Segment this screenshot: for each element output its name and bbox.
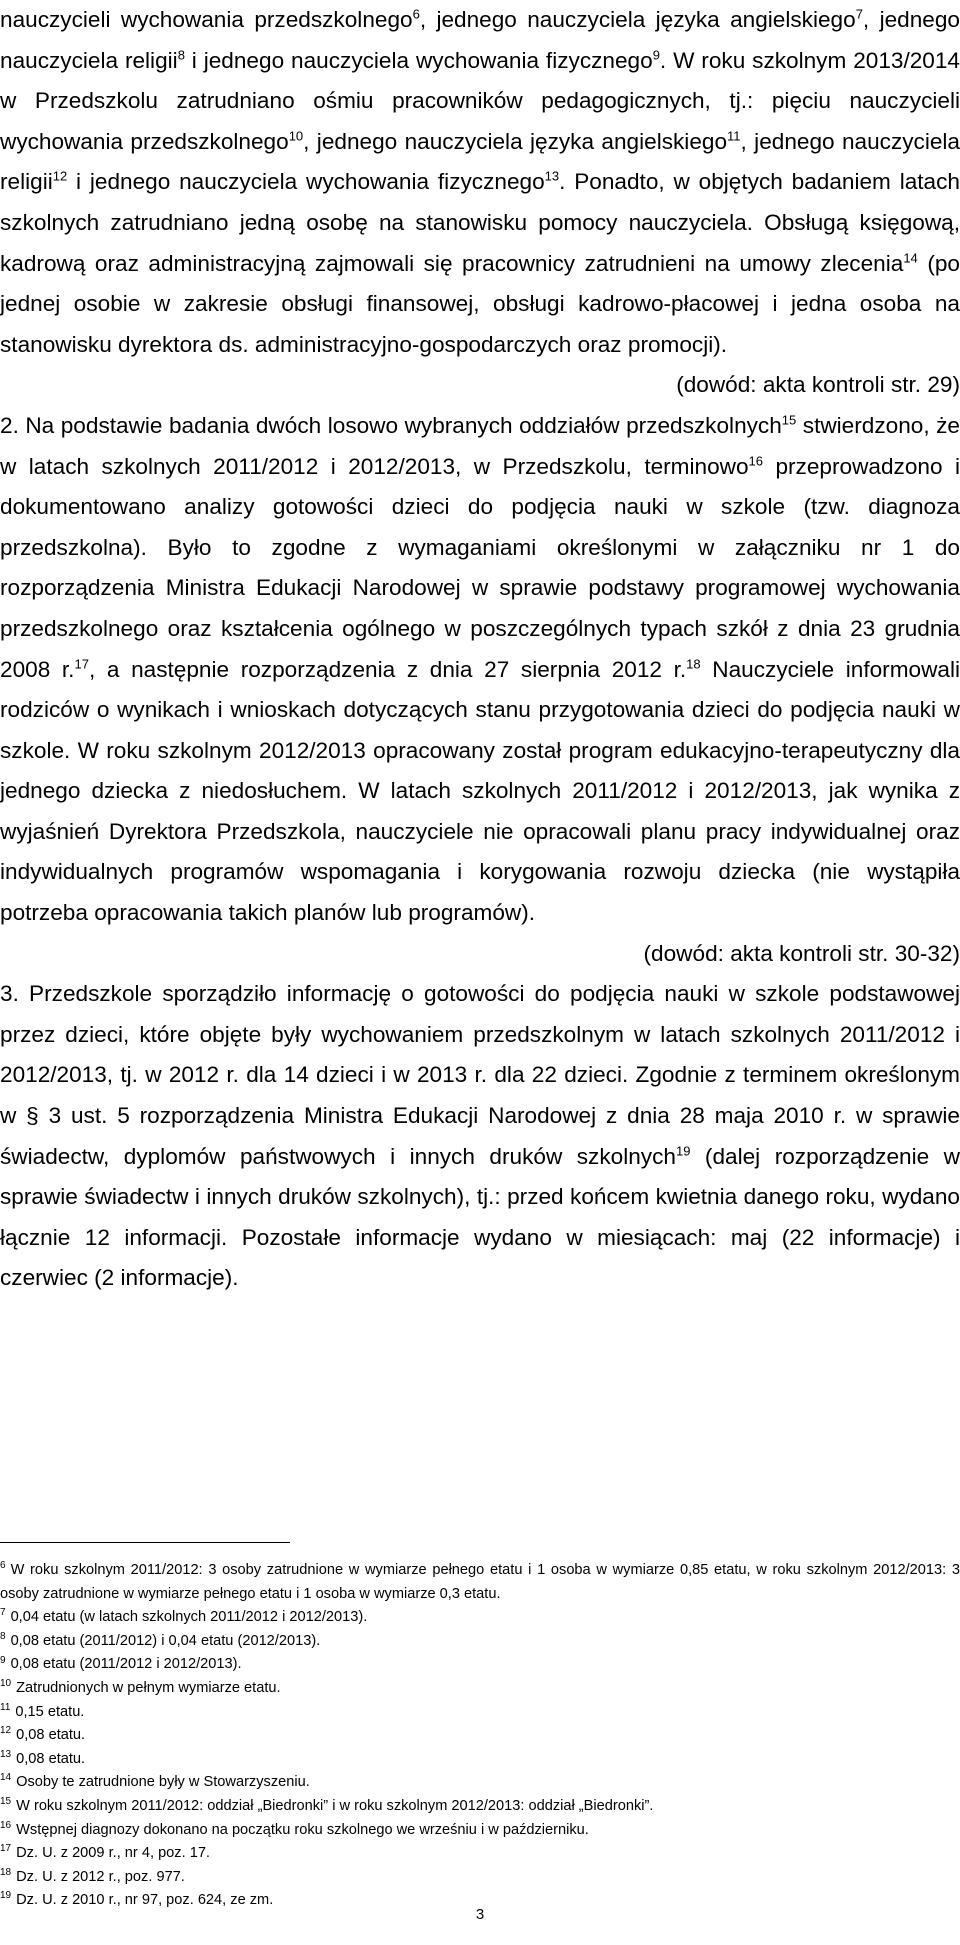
footnote-ref: 8	[177, 47, 185, 63]
footnote-item	[0, 1559, 960, 1606]
footnote-ref: 16	[748, 453, 764, 468]
text-run: , jednego nauczyciela religii	[0, 7, 960, 73]
footnote-number: 7	[0, 1607, 6, 1619]
paragraph-2	[0, 406, 960, 934]
text-run: stwierdzono, że w latach szkolnych 2011/2012 i 2012/2013, w Przedszkolu, terminowo	[0, 412, 960, 479]
text-run: , jednego nauczyciela języka angielskiego	[303, 128, 728, 154]
text-run: . W roku szkolnym 2013/2014 w Przedszkolu zatrudniano ośmiu pracowników pedagogicznych, tj.: pięciu nauczycieli wychowania przedszkolnego	[0, 47, 960, 154]
footnote-number: 6	[0, 1560, 6, 1572]
footnote-item	[0, 1819, 960, 1843]
text-run: i jednego nauczyciela wychowania fizycznego	[184, 47, 653, 73]
evidence-note: (dowód: akta kontroli str. 29)	[676, 372, 960, 398]
footnote-ref: 17	[74, 655, 89, 671]
paragraph-1	[0, 0, 960, 365]
footnote-ref: 18	[686, 655, 701, 671]
text-run: i jednego nauczyciela wychowania fizycznego	[67, 169, 545, 195]
footnote-item	[0, 1724, 960, 1748]
footnote-text: W roku szkolnym 2011/2012: 3 osoby zatrudnione w wymiarze pełnego etatu i 1 osoba w wymiarze 0,85 etatu, w roku szkolnym 2012/2013: 3 osoby zatrudnione w wymiarze pełnego etatu i 1 osoba w wymiarze 0,3 etatu.	[0, 1562, 960, 1602]
footnote-number: 8	[0, 1630, 6, 1642]
footnote-item	[0, 1748, 960, 1772]
footnote-number: 9	[0, 1654, 6, 1666]
footnote-number: 13	[0, 1748, 12, 1760]
footnotes	[0, 1559, 960, 1913]
footnote-number: 18	[0, 1866, 12, 1878]
footnote-ref: 9	[652, 47, 660, 63]
page-number: 3	[475, 1906, 485, 1923]
footnote-item	[0, 1842, 960, 1866]
text-run: (po jednej osobie w zakresie obsługi finansowej, obsługi kadrowo-płacowej i jedna osoba na stanowisku dyrektora ds. administracyjno-gospodarczych oraz promocji).	[0, 250, 960, 357]
text-run: . Ponadto, w objętych badaniem latach szkolnych zatrudniano jedną osobę na stanowisku pomocy nauczyciela. Obsługą księgową, kadrową oraz administracyjną zajmowali się pracownicy zatrudnieni na umowy zlecenia	[0, 169, 960, 276]
footnote-number: 16	[0, 1819, 12, 1831]
text-run: 3. Przedszkole sporządziło informację o gotowości do podjęcia nauki w szkole podstawowej przez dzieci, które objęte były wychowaniem przedszkolnym w latach szkolnych 2011/2012 i 2012/2013, tj. w 2012 r. dla 14 dzieci i w 2013 r. dla 22 dzieci. Zgodnie z terminem określonym w § 3 ust. 5 rozporządzenia Ministra Edukacji Narodowej z dnia 28 maja 2010 r. w sprawie świadectw, dyplomów państwowych i innych druków szkolnych	[0, 981, 960, 1169]
footnote-ref: 12	[52, 168, 68, 184]
text-run: , a następnie rozporządzenia z dnia 27 sierpnia 2012 r.	[88, 656, 687, 682]
footnote-text: Osoby te zatrudnione były w Stowarzyszeniu.	[16, 1774, 310, 1791]
footnote-number: 15	[0, 1796, 12, 1808]
footnote-ref: 6	[412, 6, 420, 22]
footnote-ref: 7	[855, 6, 863, 22]
footnote-item	[0, 1606, 960, 1630]
paragraph-3	[0, 974, 960, 1299]
text-run: Nauczyciele informowali rodziców o wynikach i wnioskach dotyczących stanu przygotowania dzieci do podjęcia nauki w szkole. W roku szkolnym 2012/2013 opracowany został program edukacyjno-terapeutyczny dla jednego dziecka z niedosłuchem. W latach szkolnych 2011/2012 i 2012/2013, jak wynika z wyjaśnień Dyrektora Przedszkola, nauczyciele nie opracowali planu pracy indywidualnej oraz indywidualnych programów wspomagania i korygowania rozwoju dziecka (nie wystąpiła potrzeba opracowania takich planów lub programów).	[0, 656, 960, 926]
evidence-note: (dowód: akta kontroli str. 30-32)	[643, 940, 960, 966]
footnote-item	[0, 1771, 960, 1795]
footnote-number: 17	[0, 1843, 12, 1855]
footnote-item	[0, 1866, 960, 1890]
footnote-item	[0, 1653, 960, 1677]
footnote-text: Dz. U. z 2010 r., nr 97, poz. 624, ze zm.	[16, 1892, 274, 1909]
footnote-separator	[0, 1542, 290, 1543]
footnote-number: 11	[0, 1701, 11, 1713]
footnote-item	[0, 1795, 960, 1819]
footnote-ref: 19	[675, 1143, 691, 1159]
footnote-text: 0,08 etatu.	[16, 1727, 86, 1744]
footnote-text: Dz. U. z 2012 r., poz. 977.	[16, 1868, 185, 1885]
footnote-text: Zatrudnionych w pełnym wymiarze etatu.	[16, 1679, 281, 1696]
footnote-text: Wstępnej diagnozy dokonano na początku roku szkolnego we wrześniu i w październiku.	[16, 1821, 589, 1838]
text-run: (dalej rozporządzenie w sprawie świadectw i innych druków szkolnych), tj.: przed końcem kwietnia danego roku, wydano łącznie 12 informacji. Pozostałe informacje wydano w miesiącach: maj (22 informacje) i czerwiec (2 informacje).	[0, 1143, 960, 1291]
text-run: 2. Na podstawie badania dwóch losowo wybranych oddziałów przedszkolnych	[0, 412, 782, 438]
footnote-number: 19	[0, 1890, 12, 1902]
footnote-number: 14	[0, 1772, 12, 1784]
footnote-item	[0, 1630, 960, 1654]
footnote-text: 0,15 etatu.	[15, 1703, 85, 1720]
footnote-ref: 15	[781, 412, 797, 428]
footnote-number: 10	[0, 1678, 12, 1690]
footnote-ref: 14	[903, 250, 918, 266]
footnote-ref: 10	[288, 128, 304, 144]
footnote-text: 0,08 etatu.	[16, 1750, 86, 1767]
footnote-text: Dz. U. z 2009 r., nr 4, poz. 17.	[16, 1845, 210, 1862]
footnote-text: W roku szkolnym 2011/2012: oddział „Biedronki” i w roku szkolnym 2012/2013: oddział „Biedronki”.	[16, 1797, 654, 1814]
footnote-text: 0,08 etatu (2011/2012) i 0,04 etatu (2012/2013).	[10, 1632, 321, 1649]
text-run: przeprowadzono i dokumentowano analizy gotowości dzieci do podjęcia nauki w szkole (tzw. diagnoza przedszkolna). Było to zgodne z wymaganiami określonymi w załączniku nr 1 do rozporządzenia Ministra Edukacji Narodowej w sprawie podstawy programowej wychowania przedszkolnego oraz kształcenia ogólnego w poszczególnych typach szkół z dnia 23 grudnia 2008 r.	[0, 453, 960, 682]
text-run: nauczycieli wychowania przedszkolnego	[0, 7, 413, 32]
text-run: , jednego nauczyciela religii	[0, 128, 960, 195]
footnote-text: 0,04 etatu (w latach szkolnych 2011/2012 i 2012/2013).	[10, 1609, 368, 1626]
footnote-item	[0, 1677, 960, 1701]
footnote-ref: 11	[727, 128, 741, 144]
footnote-ref: 13	[544, 168, 560, 184]
text-run: , jednego nauczyciela języka angielskiego	[419, 7, 856, 32]
footnote-text: 0,08 etatu (2011/2012 i 2012/2013).	[10, 1656, 242, 1673]
footnote-item	[0, 1701, 960, 1725]
footnote-number: 12	[0, 1725, 12, 1737]
